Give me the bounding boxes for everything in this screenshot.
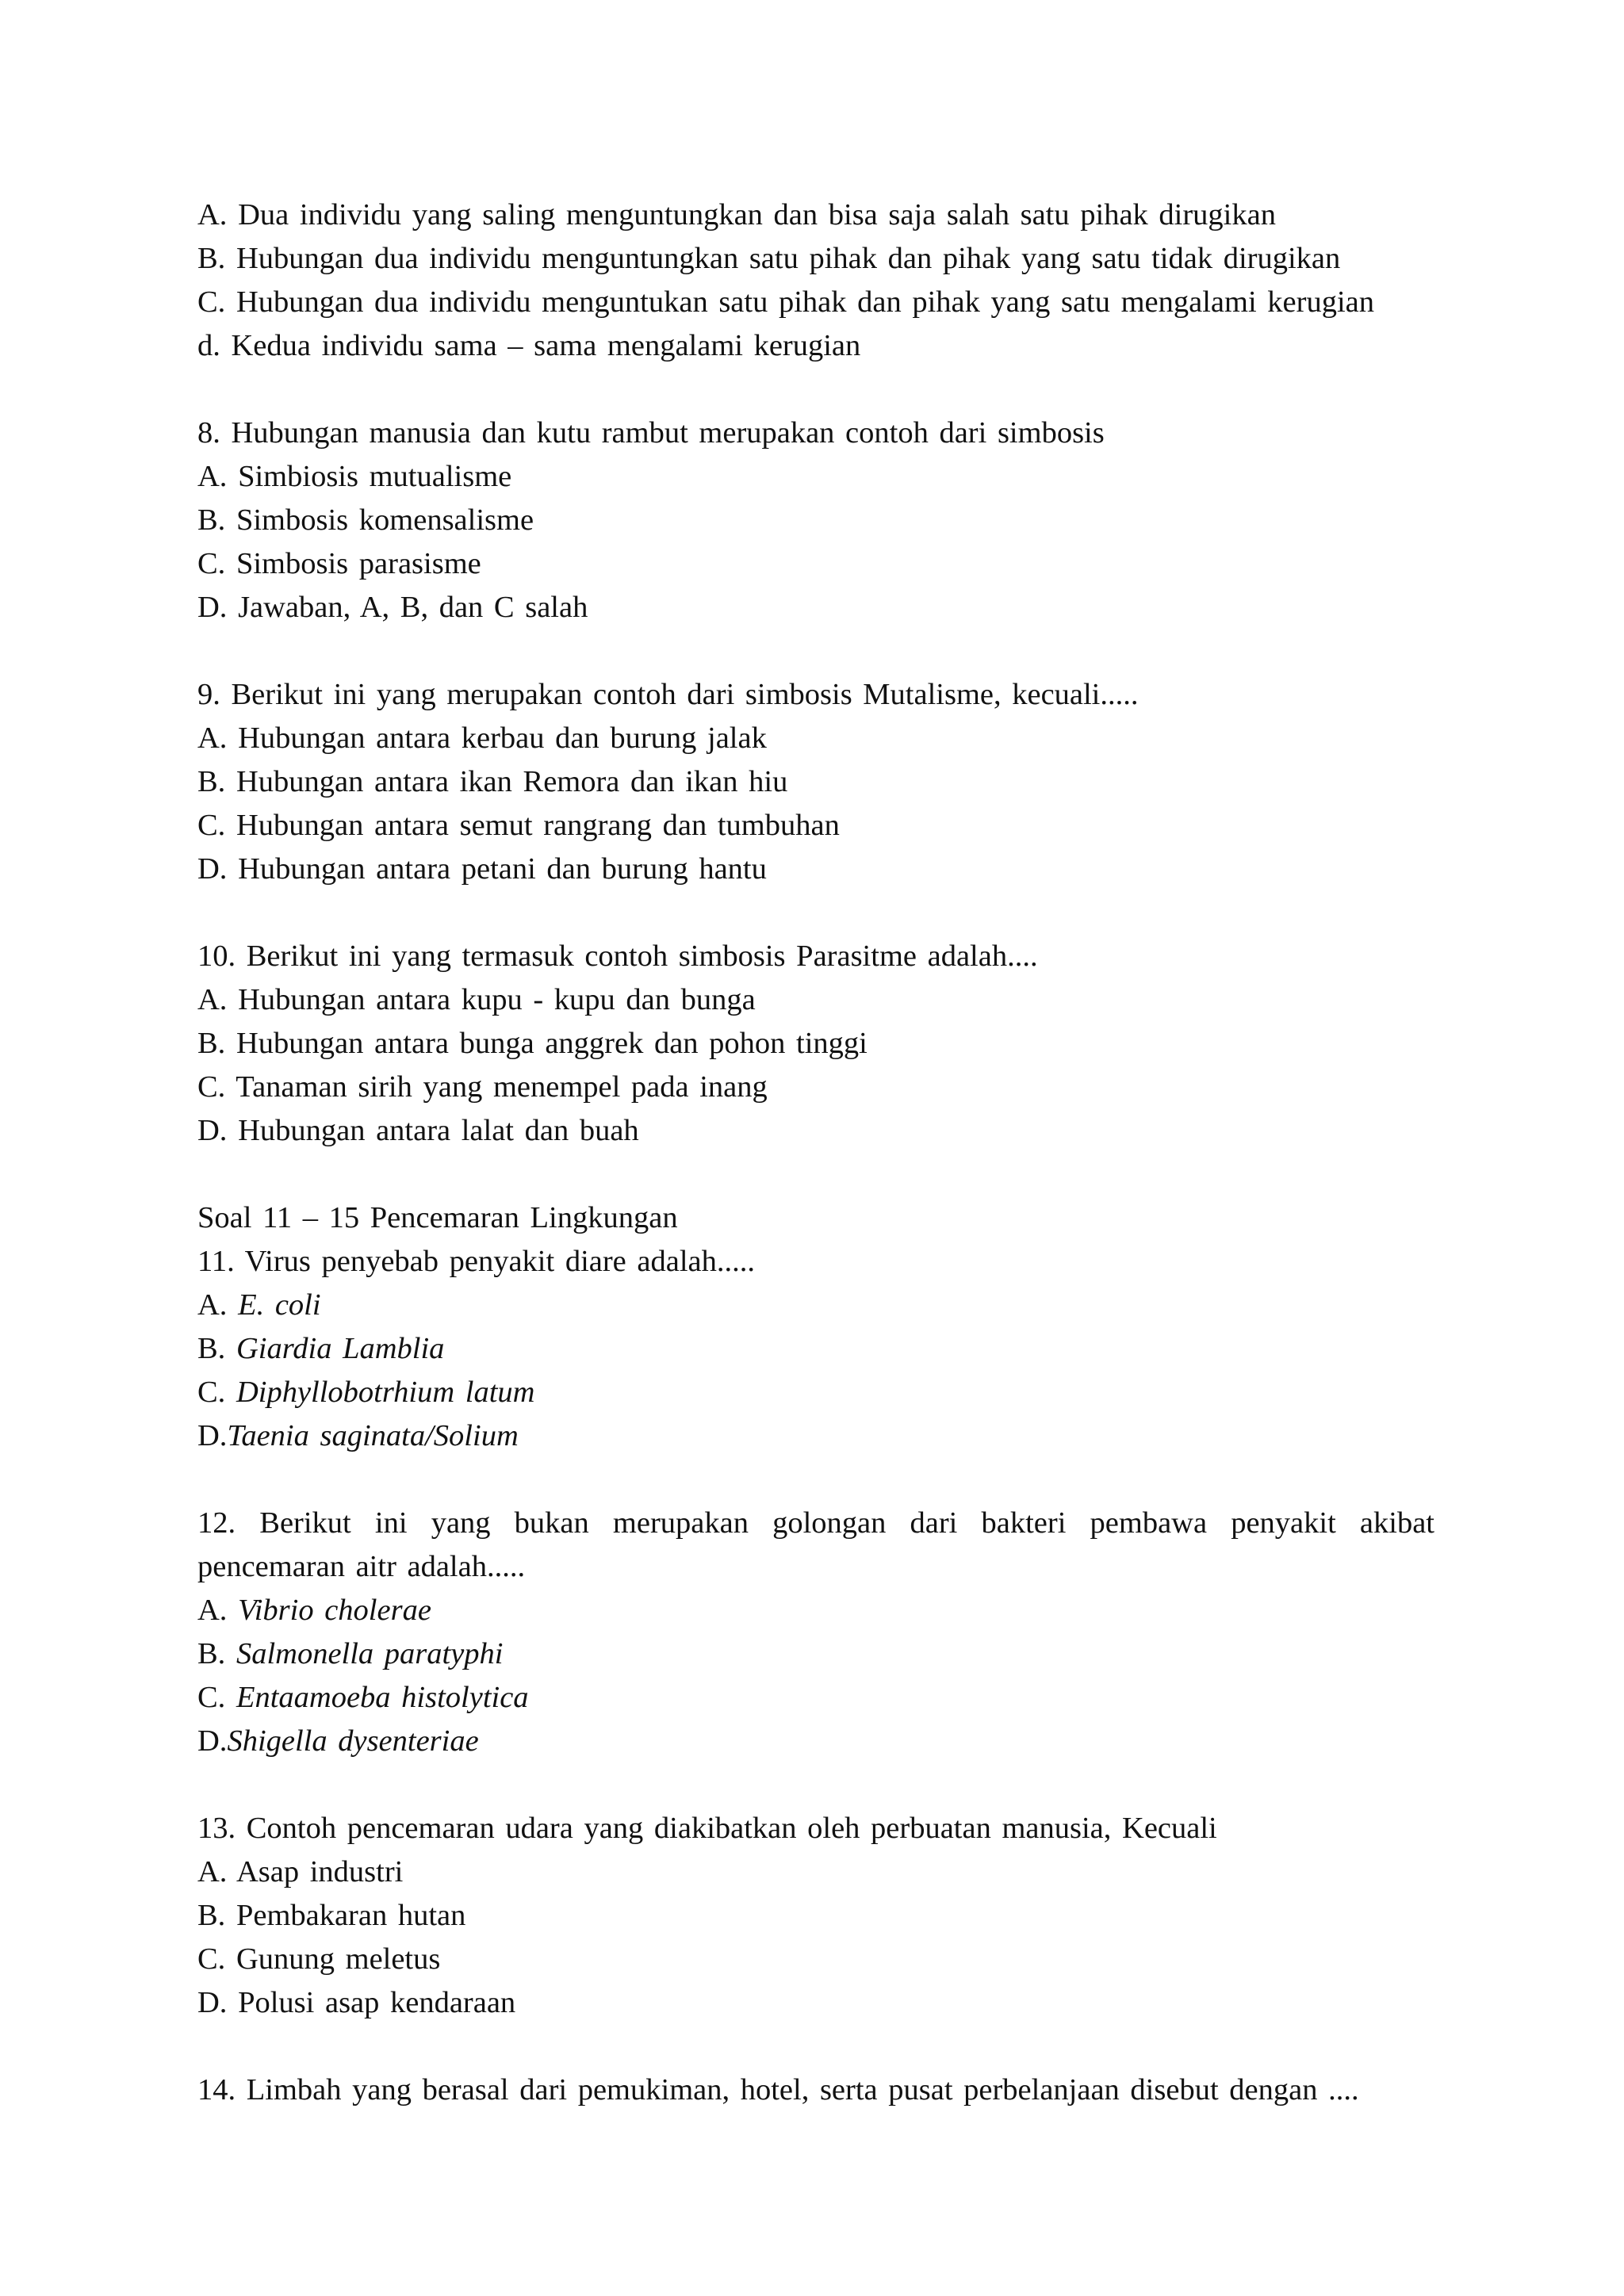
question-13: 13. Contoh pencemaran udara yang diakibatkan oleh perbuatan manusia, Kecuali	[197, 1812, 1217, 1845]
option-d: d. Kedua individu sama – sama mengalami kerugian	[197, 329, 861, 362]
option-c: C. Hubungan antara semut rangrang dan tumbuhan	[197, 809, 840, 842]
option-d: D.Taenia saginata/Solium	[197, 1419, 519, 1452]
option-c: C. Entaamoeba histolytica	[197, 1681, 529, 1714]
option-b: B. Salmonella paratyphi	[197, 1637, 504, 1670]
option-b: B. Hubungan antara bunga anggrek dan pohon tinggi	[197, 1027, 868, 1060]
option-c: C. Gunung meletus	[197, 1942, 441, 1976]
option-a: A. Hubungan antara kupu - kupu dan bunga	[197, 983, 756, 1016]
question-8: 8. Hubungan manusia dan kutu rambut merupakan contoh dari simbosis	[197, 416, 1105, 450]
spacer	[197, 891, 1434, 935]
question-10: 10. Berikut ini yang termasuk contoh simbosis Parasitme adalah....	[197, 939, 1038, 973]
option-a: A. Asap industri	[197, 1855, 404, 1888]
question-12: 12. Berikut ini yang bukan merupakan golongan dari bakteri pembawa penyakit akibat pencemaran aitr adalah.....	[197, 1506, 1434, 1583]
option-c: C. Diphyllobotrhium latum	[197, 1376, 535, 1409]
option-b: B. Hubungan antara ikan Remora dan ikan hiu	[197, 765, 788, 798]
question-14: 14. Limbah yang berasal dari pemukiman, hotel, serta pusat perbelanjaan disebut dengan ....	[197, 2073, 1359, 2107]
option-c: C. Tanaman sirih yang menempel pada inang	[197, 1070, 768, 1104]
question-11: 11. Virus penyebab penyakit diare adalah.....	[197, 1245, 755, 1278]
spacer	[197, 1153, 1434, 1196]
spacer	[197, 1458, 1434, 1502]
section-title: Soal 11 – 15 Pencemaran Lingkungan	[197, 1201, 678, 1234]
spacer	[197, 368, 1434, 411]
option-d: D.Shigella dysenteriae	[197, 1724, 479, 1758]
option-d: D. Polusi asap kendaraan	[197, 1986, 516, 2019]
option-a: A. Simbiosis mutualisme	[197, 460, 512, 493]
option-a: A. Dua individu yang saling menguntungkan dan bisa saja salah satu pihak dirugikan	[197, 198, 1276, 232]
spacer	[197, 629, 1434, 673]
option-d: D. Jawaban, A, B, dan C salah	[197, 591, 588, 624]
question-9: 9. Berikut ini yang merupakan contoh dari simbosis Mutalisme, kecuali.....	[197, 678, 1139, 711]
spacer	[197, 1763, 1434, 1807]
spacer	[197, 2025, 1434, 2068]
option-b: B. Hubungan dua individu menguntungkan satu pihak dan pihak yang satu tidak dirugikan	[197, 242, 1341, 275]
option-c: C. Simbosis parasisme	[197, 547, 481, 580]
option-a: A. Hubungan antara kerbau dan burung jalak	[197, 721, 767, 755]
option-d: D. Hubungan antara lalat dan buah	[197, 1114, 639, 1147]
option-a: A. E. coli	[197, 1288, 321, 1322]
option-b: B. Pembakaran hutan	[197, 1899, 466, 1932]
option-b: B. Simbosis komensalisme	[197, 503, 534, 537]
option-d: D. Hubungan antara petani dan burung hantu	[197, 852, 767, 886]
page-content	[197, 193, 1434, 2112]
option-b: B. Giardia Lamblia	[197, 1332, 445, 1365]
option-c: C. Hubungan dua individu menguntukan satu pihak dan pihak yang satu mengalami kerugian	[197, 285, 1374, 319]
option-a: A. Vibrio cholerae	[197, 1594, 431, 1627]
